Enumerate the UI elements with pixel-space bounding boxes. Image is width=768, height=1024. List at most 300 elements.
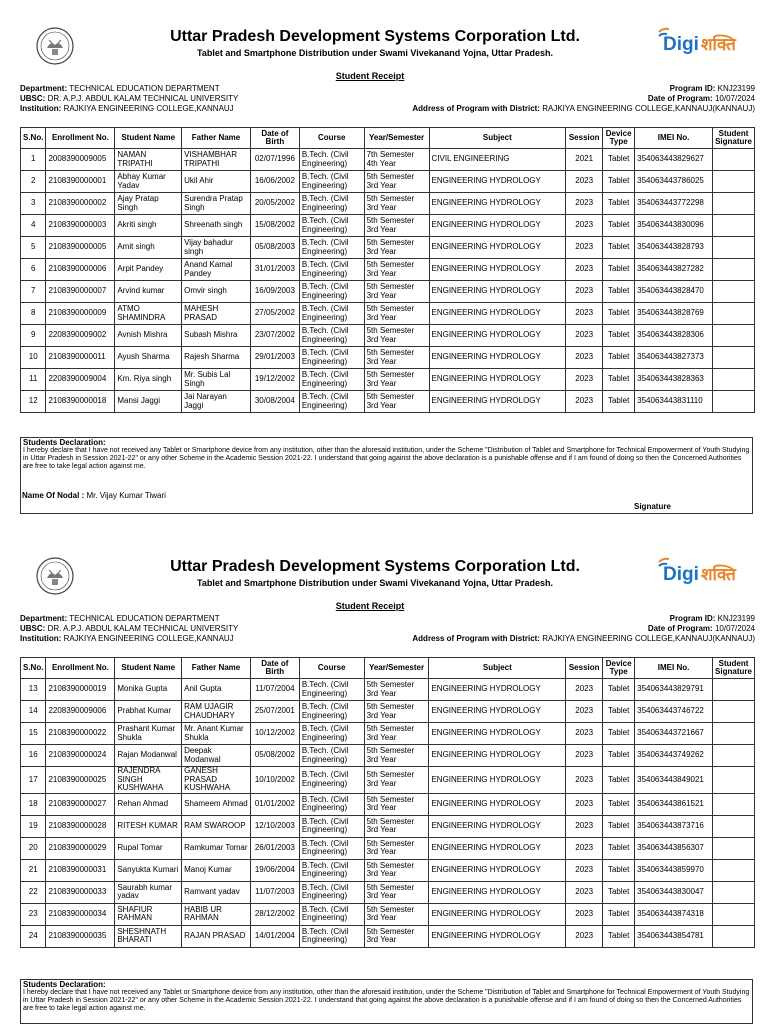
logo-text-hi: शक्ति bbox=[701, 565, 736, 585]
cell-father-name: Shameem Ahmad bbox=[182, 793, 251, 815]
cell-subject: ENGINEERING HYDROLOGY bbox=[429, 679, 566, 701]
cell-subject: CIVIL ENGINEERING bbox=[429, 149, 566, 171]
cell-device-type: Tablet bbox=[603, 369, 635, 391]
cell-course: B.Tech. (Civil Engineering) bbox=[299, 259, 364, 281]
cell-student-signature bbox=[713, 281, 755, 303]
cell-session: 2023 bbox=[566, 925, 603, 947]
table-row bbox=[21, 391, 755, 413]
cell-dob: 02/07/1996 bbox=[250, 149, 299, 171]
cell-session: 2023 bbox=[566, 837, 603, 859]
cell-subject: ENGINEERING HYDROLOGY bbox=[429, 347, 566, 369]
cell-subject: ENGINEERING HYDROLOGY bbox=[429, 793, 566, 815]
column-header-student-name: Student Name bbox=[115, 658, 182, 679]
cell-device-type: Tablet bbox=[603, 745, 635, 767]
cell-device-type: Tablet bbox=[603, 859, 635, 881]
cell-enrollment: 2108390000029 bbox=[46, 837, 115, 859]
cell-dob: 28/12/2002 bbox=[250, 903, 299, 925]
cell-dob: 10/12/2002 bbox=[250, 723, 299, 745]
column-header-course: Course bbox=[299, 128, 364, 149]
cell-course: B.Tech. (Civil Engineering) bbox=[299, 903, 364, 925]
program-id-line bbox=[412, 84, 755, 94]
cell-session: 2023 bbox=[566, 815, 603, 837]
cell-imei: 354063443829627 bbox=[635, 149, 713, 171]
cell-session: 2021 bbox=[566, 149, 603, 171]
cell-year-semester: 5th Semester 3rd Year bbox=[364, 347, 429, 369]
cell-device-type: Tablet bbox=[603, 237, 635, 259]
program-id-value: KNJ23199 bbox=[717, 614, 755, 623]
cell-session: 2023 bbox=[566, 325, 603, 347]
cell-enrollment: 2108390000005 bbox=[46, 237, 115, 259]
cell-course: B.Tech. (Civil Engineering) bbox=[299, 369, 364, 391]
cell-student-signature bbox=[713, 767, 755, 794]
corporation-title: Uttar Pradesh Development Systems Corporation Ltd. bbox=[170, 28, 580, 45]
cell-student-signature bbox=[713, 215, 755, 237]
cell-dob: 05/08/2003 bbox=[250, 237, 299, 259]
cell-sno: 3 bbox=[21, 193, 46, 215]
corporation-subtitle: Tablet and Smartphone Distribution under Swami Vivekanand Yojna, Uttar Pradesh. bbox=[197, 48, 553, 58]
cell-sno: 21 bbox=[21, 859, 46, 881]
cell-subject: ENGINEERING HYDROLOGY bbox=[429, 259, 566, 281]
cell-sno: 1 bbox=[21, 149, 46, 171]
cell-sno: 12 bbox=[21, 391, 46, 413]
address-value: RAJKIYA ENGINEERING COLLEGE,KANNAUJ(KANNAUJ) bbox=[542, 104, 755, 113]
cell-student-signature bbox=[713, 259, 755, 281]
cell-enrollment: 2108390000003 bbox=[46, 215, 115, 237]
cell-student-signature bbox=[713, 745, 755, 767]
cell-subject: ENGINEERING HYDROLOGY bbox=[429, 767, 566, 794]
cell-session: 2023 bbox=[566, 347, 603, 369]
cell-course: B.Tech. (Civil Engineering) bbox=[299, 767, 364, 794]
program-date-line bbox=[412, 624, 755, 634]
institution-label: Institution: bbox=[20, 634, 62, 643]
cell-subject: ENGINEERING HYDROLOGY bbox=[429, 881, 566, 903]
cell-student-name: RAJENDRA SINGH KUSHWAHA bbox=[115, 767, 182, 794]
cell-student-name: Arvind kumar bbox=[115, 281, 182, 303]
cell-student-signature bbox=[713, 701, 755, 723]
column-header-subject: Subject bbox=[429, 658, 566, 679]
cell-student-signature bbox=[713, 903, 755, 925]
table-row bbox=[21, 903, 755, 925]
program-id-label: Program ID: bbox=[669, 614, 716, 623]
cell-year-semester: 5th Semester 3rd Year bbox=[364, 193, 429, 215]
digishakti-logo bbox=[655, 552, 755, 592]
column-header-imei: IMEI No. bbox=[635, 658, 713, 679]
cell-imei: 354063443854781 bbox=[635, 925, 713, 947]
address-label: Address of Program with District: bbox=[412, 104, 540, 113]
table-row bbox=[21, 281, 755, 303]
cell-imei: 354063443830047 bbox=[635, 881, 713, 903]
cell-father-name: Subash Mishra bbox=[182, 325, 251, 347]
column-header-sno: S.No. bbox=[21, 658, 46, 679]
department-label: Department: bbox=[20, 614, 68, 623]
cell-father-name: Surendra Pratap Singh bbox=[182, 193, 251, 215]
cell-enrollment: 2108390000025 bbox=[46, 767, 115, 794]
table-row bbox=[21, 303, 755, 325]
cell-imei: 354063443749262 bbox=[635, 745, 713, 767]
cell-year-semester: 5th Semester 3rd Year bbox=[364, 171, 429, 193]
cell-year-semester: 7th Semester 4th Year bbox=[364, 149, 429, 171]
ubsc-label: UBSC: bbox=[20, 624, 46, 633]
table-row bbox=[21, 149, 755, 171]
column-header-dob: Date of Birth bbox=[250, 128, 299, 149]
cell-dob: 31/01/2003 bbox=[250, 259, 299, 281]
cell-year-semester: 5th Semester 3rd Year bbox=[364, 767, 429, 794]
cell-sno: 2 bbox=[21, 171, 46, 193]
cell-course: B.Tech. (Civil Engineering) bbox=[299, 281, 364, 303]
cell-dob: 26/01/2003 bbox=[250, 837, 299, 859]
cell-student-name: Akriti singh bbox=[115, 215, 182, 237]
cell-student-signature bbox=[713, 391, 755, 413]
table-row bbox=[21, 767, 755, 794]
cell-student-name: NAMAN TRIPATHI bbox=[115, 149, 182, 171]
cell-subject: ENGINEERING HYDROLOGY bbox=[429, 745, 566, 767]
cell-dob: 11/07/2003 bbox=[250, 881, 299, 903]
address-value: RAJKIYA ENGINEERING COLLEGE,KANNAUJ(KANNAUJ) bbox=[542, 634, 755, 643]
table-row bbox=[21, 369, 755, 391]
table-row bbox=[21, 259, 755, 281]
cell-student-name: Prashant Kumar Shukla bbox=[115, 723, 182, 745]
cell-student-name: Monika Gupta bbox=[115, 679, 182, 701]
institution-label: Institution: bbox=[20, 104, 62, 113]
column-header-year-semester: Year/Semester bbox=[364, 128, 429, 149]
cell-course: B.Tech. (Civil Engineering) bbox=[299, 701, 364, 723]
cell-device-type: Tablet bbox=[603, 193, 635, 215]
cell-session: 2023 bbox=[566, 903, 603, 925]
column-header-enrollment: Enrollment No. bbox=[46, 128, 115, 149]
cell-course: B.Tech. (Civil Engineering) bbox=[299, 881, 364, 903]
cell-subject: ENGINEERING HYDROLOGY bbox=[429, 815, 566, 837]
declaration-title: Students Declaration: bbox=[23, 980, 106, 989]
column-header-device-type: Device Type bbox=[603, 658, 635, 679]
cell-dob: 19/06/2004 bbox=[250, 859, 299, 881]
cell-enrollment: 2108390000002 bbox=[46, 193, 115, 215]
logo-text-en: Digi bbox=[663, 564, 699, 585]
cell-student-name: Rupal Tomar bbox=[115, 837, 182, 859]
cell-sno: 19 bbox=[21, 815, 46, 837]
institution-line bbox=[20, 104, 238, 114]
table-body bbox=[21, 679, 755, 948]
cell-student-name: Ajay Pratap Singh bbox=[115, 193, 182, 215]
cell-imei: 354063443828793 bbox=[635, 237, 713, 259]
address-label: Address of Program with District: bbox=[412, 634, 540, 643]
nodal-name: Mr. Vijay Kumar Tiwari bbox=[86, 491, 166, 500]
cell-imei: 354063443873716 bbox=[635, 815, 713, 837]
cell-student-name: SHAFIUR RAHMAN bbox=[115, 903, 182, 925]
cell-student-signature bbox=[713, 149, 755, 171]
ubsc-line bbox=[20, 624, 238, 634]
table-header-row bbox=[21, 128, 755, 149]
cell-sno: 9 bbox=[21, 325, 46, 347]
cell-device-type: Tablet bbox=[603, 837, 635, 859]
cell-subject: ENGINEERING HYDROLOGY bbox=[429, 325, 566, 347]
cell-subject: ENGINEERING HYDROLOGY bbox=[429, 281, 566, 303]
cell-session: 2023 bbox=[566, 745, 603, 767]
ubsc-label: UBSC: bbox=[20, 94, 46, 103]
cell-imei: 354063443831110 bbox=[635, 391, 713, 413]
table-row bbox=[21, 171, 755, 193]
cell-imei: 354063443786025 bbox=[635, 171, 713, 193]
cell-course: B.Tech. (Civil Engineering) bbox=[299, 325, 364, 347]
table-body bbox=[21, 149, 755, 413]
cell-student-signature bbox=[713, 369, 755, 391]
cell-enrollment: 2108390000022 bbox=[46, 723, 115, 745]
table-row bbox=[21, 881, 755, 903]
cell-student-name: SHESHNATH BHARATI bbox=[115, 925, 182, 947]
cell-session: 2023 bbox=[566, 259, 603, 281]
cell-subject: ENGINEERING HYDROLOGY bbox=[429, 369, 566, 391]
cell-father-name: Anand Kamal Pandey bbox=[182, 259, 251, 281]
cell-year-semester: 5th Semester 3rd Year bbox=[364, 745, 429, 767]
cell-father-name: VISHAMBHAR TRIPATHI bbox=[182, 149, 251, 171]
program-date-value: 10/07/2024 bbox=[714, 624, 755, 633]
cell-dob: 12/10/2003 bbox=[250, 815, 299, 837]
table-row bbox=[21, 815, 755, 837]
cell-student-signature bbox=[713, 723, 755, 745]
nodal-line bbox=[22, 491, 166, 500]
cell-dob: 16/06/2002 bbox=[250, 171, 299, 193]
cell-student-signature bbox=[713, 925, 755, 947]
cell-sno: 13 bbox=[21, 679, 46, 701]
student-table bbox=[20, 127, 755, 413]
cell-device-type: Tablet bbox=[603, 815, 635, 837]
cell-year-semester: 5th Semester 3rd Year bbox=[364, 259, 429, 281]
student-table bbox=[20, 657, 755, 948]
cell-enrollment: 2108390000018 bbox=[46, 391, 115, 413]
cell-device-type: Tablet bbox=[603, 793, 635, 815]
cell-year-semester: 5th Semester 3rd Year bbox=[364, 859, 429, 881]
cell-session: 2023 bbox=[566, 881, 603, 903]
cell-course: B.Tech. (Civil Engineering) bbox=[299, 679, 364, 701]
cell-course: B.Tech. (Civil Engineering) bbox=[299, 793, 364, 815]
receipt-page-2 bbox=[0, 530, 768, 1024]
cell-session: 2023 bbox=[566, 391, 603, 413]
cell-father-name: Manoj Kumar bbox=[182, 859, 251, 881]
cell-student-signature bbox=[713, 881, 755, 903]
cell-session: 2023 bbox=[566, 303, 603, 325]
ubsc-line bbox=[20, 94, 238, 104]
cell-dob: 01/01/2002 bbox=[250, 793, 299, 815]
page-header bbox=[0, 0, 768, 60]
cell-father-name: Jai Narayan Jaggi bbox=[182, 391, 251, 413]
cell-sno: 10 bbox=[21, 347, 46, 369]
program-date-value: 10/07/2024 bbox=[714, 94, 755, 103]
ubsc-value: DR. A.P.J. ABDUL KALAM TECHNICAL UNIVERSITY bbox=[47, 624, 239, 633]
cell-dob: 11/07/2004 bbox=[250, 679, 299, 701]
department-label: Department: bbox=[20, 84, 68, 93]
column-header-session: Session bbox=[566, 658, 603, 679]
cell-year-semester: 5th Semester 3rd Year bbox=[364, 723, 429, 745]
cell-father-name: Mr. Anant Kumar Shukla bbox=[182, 723, 251, 745]
cell-year-semester: 5th Semester 3rd Year bbox=[364, 837, 429, 859]
cell-device-type: Tablet bbox=[603, 881, 635, 903]
cell-dob: 23/07/2002 bbox=[250, 325, 299, 347]
cell-subject: ENGINEERING HYDROLOGY bbox=[429, 391, 566, 413]
cell-course: B.Tech. (Civil Engineering) bbox=[299, 723, 364, 745]
cell-subject: ENGINEERING HYDROLOGY bbox=[429, 193, 566, 215]
cell-subject: ENGINEERING HYDROLOGY bbox=[429, 859, 566, 881]
cell-student-name: Amit singh bbox=[115, 237, 182, 259]
cell-subject: ENGINEERING HYDROLOGY bbox=[429, 837, 566, 859]
table-row bbox=[21, 215, 755, 237]
cell-father-name: HABIB UR RAHMAN bbox=[182, 903, 251, 925]
cell-device-type: Tablet bbox=[603, 215, 635, 237]
cell-father-name: Deepak Modanwal bbox=[182, 745, 251, 767]
cell-father-name: GANESH PRASAD KUSHWAHA bbox=[182, 767, 251, 794]
address-line bbox=[412, 634, 755, 644]
cell-student-signature bbox=[713, 793, 755, 815]
cell-device-type: Tablet bbox=[603, 679, 635, 701]
column-header-device-type: Device Type bbox=[603, 128, 635, 149]
cell-sno: 14 bbox=[21, 701, 46, 723]
cell-father-name: Mr. Subis Lal Singh bbox=[182, 369, 251, 391]
cell-device-type: Tablet bbox=[603, 259, 635, 281]
cell-imei: 354063443859970 bbox=[635, 859, 713, 881]
cell-sno: 23 bbox=[21, 903, 46, 925]
cell-course: B.Tech. (Civil Engineering) bbox=[299, 925, 364, 947]
cell-session: 2023 bbox=[566, 237, 603, 259]
table-row bbox=[21, 745, 755, 767]
column-header-course: Course bbox=[299, 658, 364, 679]
table-row bbox=[21, 859, 755, 881]
table-row bbox=[21, 325, 755, 347]
cell-year-semester: 5th Semester 3rd Year bbox=[364, 303, 429, 325]
cell-course: B.Tech. (Civil Engineering) bbox=[299, 171, 364, 193]
column-header-sno: S.No. bbox=[21, 128, 46, 149]
cell-enrollment: 2208390009006 bbox=[46, 701, 115, 723]
cell-enrollment: 2108390000006 bbox=[46, 259, 115, 281]
program-date-label: Date of Program: bbox=[647, 94, 713, 103]
digishakti-logo bbox=[655, 22, 755, 62]
declaration-text: I hereby declare that I have not received any Tablet or Smartphone device from any institution, other than the aforesaid institution, under the Scheme "Distribution of Tablet and Smartphone for Technical Empowerment of Youth Studying in Uttar Pradesh in Session 2021-22" or any other Scheme in the Academic Session 2021-22. I understand that going against the above declaration is a punishable offense and if I am found of doing so then the Concerned Authorities are free to take legal action against me. bbox=[23, 447, 750, 470]
column-header-father-name: Father Name bbox=[182, 658, 251, 679]
ubsc-value: DR. A.P.J. ABDUL KALAM TECHNICAL UNIVERSITY bbox=[47, 94, 239, 103]
cell-father-name: Ramkumar Tomar bbox=[182, 837, 251, 859]
cell-year-semester: 5th Semester 3rd Year bbox=[364, 925, 429, 947]
cell-imei: 354063443828306 bbox=[635, 325, 713, 347]
corporation-title: Uttar Pradesh Development Systems Corporation Ltd. bbox=[170, 558, 580, 575]
cell-enrollment: 2108390000019 bbox=[46, 679, 115, 701]
cell-subject: ENGINEERING HYDROLOGY bbox=[429, 215, 566, 237]
corporation-subtitle: Tablet and Smartphone Distribution under Swami Vivekanand Yojna, Uttar Pradesh. bbox=[197, 578, 553, 588]
cell-session: 2023 bbox=[566, 793, 603, 815]
cell-enrollment: 2108390000034 bbox=[46, 903, 115, 925]
cell-year-semester: 5th Semester 3rd Year bbox=[364, 701, 429, 723]
cell-year-semester: 5th Semester 3rd Year bbox=[364, 903, 429, 925]
cell-device-type: Tablet bbox=[603, 903, 635, 925]
cell-course: B.Tech. (Civil Engineering) bbox=[299, 837, 364, 859]
cell-enrollment: 2108390000028 bbox=[46, 815, 115, 837]
cell-imei: 354063443829791 bbox=[635, 679, 713, 701]
cell-dob: 25/07/2001 bbox=[250, 701, 299, 723]
receipt-title: Student Receipt bbox=[335, 601, 405, 611]
cell-imei: 354063443849021 bbox=[635, 767, 713, 794]
cell-year-semester: 5th Semester 3rd Year bbox=[364, 881, 429, 903]
cell-sno: 17 bbox=[21, 767, 46, 794]
cell-student-signature bbox=[713, 303, 755, 325]
cell-dob: 19/12/2002 bbox=[250, 369, 299, 391]
cell-dob: 15/08/2002 bbox=[250, 215, 299, 237]
cell-student-name: Mansi Jaggi bbox=[115, 391, 182, 413]
cell-sno: 16 bbox=[21, 745, 46, 767]
cell-student-signature bbox=[713, 237, 755, 259]
info-right bbox=[412, 614, 755, 644]
cell-subject: ENGINEERING HYDROLOGY bbox=[429, 171, 566, 193]
program-date-line bbox=[412, 94, 755, 104]
table-row bbox=[21, 193, 755, 215]
column-header-student-signature: Student Signature bbox=[713, 658, 755, 679]
cell-imei: 354063443830096 bbox=[635, 215, 713, 237]
cell-dob: 05/08/2002 bbox=[250, 745, 299, 767]
column-header-student-signature: Student Signature bbox=[713, 128, 755, 149]
cell-enrollment: 2108390000035 bbox=[46, 925, 115, 947]
logo-text-en: Digi bbox=[663, 34, 699, 55]
info-left bbox=[20, 614, 238, 644]
cell-sno: 18 bbox=[21, 793, 46, 815]
cell-session: 2023 bbox=[566, 281, 603, 303]
cell-session: 2023 bbox=[566, 859, 603, 881]
table-row bbox=[21, 347, 755, 369]
cell-year-semester: 5th Semester 3rd Year bbox=[364, 679, 429, 701]
cell-student-signature bbox=[713, 347, 755, 369]
cell-sno: 11 bbox=[21, 369, 46, 391]
cell-imei: 354063443772298 bbox=[635, 193, 713, 215]
cell-enrollment: 2108390000001 bbox=[46, 171, 115, 193]
cell-session: 2023 bbox=[566, 369, 603, 391]
cell-course: B.Tech. (Civil Engineering) bbox=[299, 347, 364, 369]
institution-line bbox=[20, 634, 238, 644]
cell-session: 2023 bbox=[566, 701, 603, 723]
cell-course: B.Tech. (Civil Engineering) bbox=[299, 303, 364, 325]
cell-sno: 24 bbox=[21, 925, 46, 947]
logo-text-hi: शक्ति bbox=[701, 35, 736, 55]
cell-father-name: Anil Gupta bbox=[182, 679, 251, 701]
page-header bbox=[0, 530, 768, 590]
institution-value: RAJKIYA ENGINEERING COLLEGE,KANNAUJ bbox=[63, 634, 234, 643]
cell-session: 2023 bbox=[566, 171, 603, 193]
cell-imei: 354063443721667 bbox=[635, 723, 713, 745]
cell-student-name: RITESH KUMAR bbox=[115, 815, 182, 837]
cell-student-name: Saurabh kumar yadav bbox=[115, 881, 182, 903]
cell-father-name: RAM SWAROOP bbox=[182, 815, 251, 837]
cell-father-name: Vijay bahadur singh bbox=[182, 237, 251, 259]
cell-year-semester: 5th Semester 3rd Year bbox=[364, 215, 429, 237]
cell-student-name: Prabhat Kumar bbox=[115, 701, 182, 723]
cell-student-signature bbox=[713, 171, 755, 193]
cell-enrollment: 2108390000033 bbox=[46, 881, 115, 903]
column-header-session: Session bbox=[566, 128, 603, 149]
cell-enrollment: 2108390000007 bbox=[46, 281, 115, 303]
cell-device-type: Tablet bbox=[603, 347, 635, 369]
cell-session: 2023 bbox=[566, 723, 603, 745]
cell-enrollment: 2108390000011 bbox=[46, 347, 115, 369]
cell-dob: 16/09/2003 bbox=[250, 281, 299, 303]
cell-enrollment: 2108390000009 bbox=[46, 303, 115, 325]
cell-father-name: RAJAN PRASAD bbox=[182, 925, 251, 947]
cell-imei: 354063443874318 bbox=[635, 903, 713, 925]
cell-year-semester: 5th Semester 3rd Year bbox=[364, 281, 429, 303]
cell-dob: 30/08/2004 bbox=[250, 391, 299, 413]
cell-device-type: Tablet bbox=[603, 925, 635, 947]
cell-subject: ENGINEERING HYDROLOGY bbox=[429, 903, 566, 925]
cell-enrollment: 2008390009005 bbox=[46, 149, 115, 171]
cell-father-name: Shreenath singh bbox=[182, 215, 251, 237]
cell-father-name: Ramvant yadav bbox=[182, 881, 251, 903]
cell-enrollment: 2108390000024 bbox=[46, 745, 115, 767]
cell-sno: 6 bbox=[21, 259, 46, 281]
table-row bbox=[21, 837, 755, 859]
column-header-enrollment: Enrollment No. bbox=[46, 658, 115, 679]
table-header-row bbox=[21, 658, 755, 679]
